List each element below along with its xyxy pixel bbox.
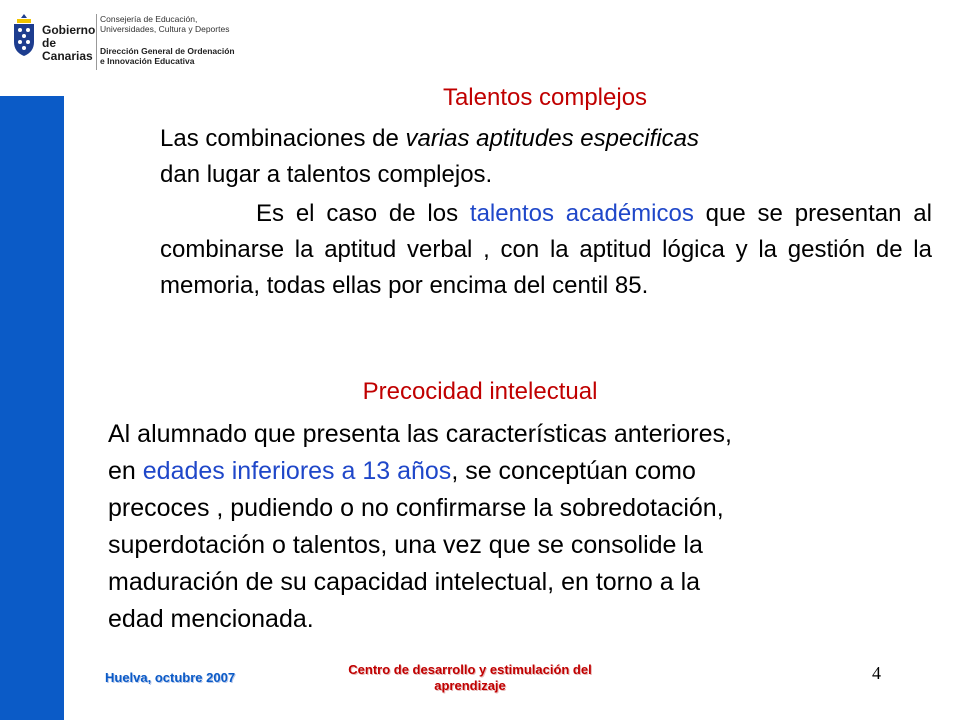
footer-center-title <box>300 662 640 694</box>
page-number: 4 <box>872 663 881 683</box>
section2-paragraph <box>108 416 948 638</box>
footer-center-line1: Centro de desarrollo y estimulación del <box>348 662 592 677</box>
logo-dir-line1: Dirección General de Ordenación <box>100 46 235 56</box>
logo-department <box>100 14 250 34</box>
logo-name <box>42 24 98 63</box>
section1-line1-italic: varias aptitudes especificas <box>405 125 699 152</box>
logo-dept-line2: Universidades, Cultura y Deportes <box>100 24 230 34</box>
section2-line5: maduración de su capacidad intelectual, en torno a la <box>108 568 701 596</box>
section2-line2-suffix: , se conceptúan como <box>451 457 696 485</box>
section1-line1-prefix: Las combinaciones de <box>160 125 406 152</box>
logo-name-line1: Gobierno <box>42 23 96 37</box>
section2-line2-prefix: en <box>108 457 143 485</box>
logo-name-line2: de Canarias <box>42 36 93 63</box>
coat-of-arms-icon <box>10 12 38 58</box>
section1-para-highlight: talentos académicos <box>469 200 694 227</box>
footer-center-line2: aprendizaje <box>434 678 506 693</box>
section1-para-suffix: que se presentan al combinarse la aptitud verbal , con la aptitud lógica y la gestión de la memoria, todas ellas por encima del centil 85. <box>160 200 932 299</box>
logo-dir-line2: e Innovación Educativa <box>100 56 195 66</box>
section1-line2: dan lugar a talentos complejos. <box>160 161 493 188</box>
section2-line6: edad mencionada. <box>108 605 314 633</box>
section1-line1 <box>160 124 699 154</box>
footer-location-date: Huelva, octubre 2007 <box>105 670 236 685</box>
section1-title: Talentos complejos <box>442 84 648 111</box>
section1-para-prefix: Es el caso de los <box>256 200 470 227</box>
gobierno-canarias-logo <box>10 12 250 72</box>
section2-line1: Al alumnado que presenta las características anteriores, <box>108 420 732 448</box>
logo-directorate <box>100 46 250 66</box>
left-accent-bar <box>0 96 64 720</box>
section1-paragraph <box>160 196 932 304</box>
logo-divider <box>96 14 97 70</box>
section2-line2 <box>108 453 948 490</box>
logo-dept-line1: Consejería de Educación, <box>100 14 198 24</box>
section2-line3: precoces , pudiendo o no confirmarse la sobredotación, <box>108 494 724 522</box>
section2-highlight: edades inferiores a 13 años <box>142 457 452 485</box>
section2-title: Precocidad intelectual <box>362 378 598 405</box>
section2-line4: superdotación o talentos, una vez que se consolide la <box>108 531 703 559</box>
